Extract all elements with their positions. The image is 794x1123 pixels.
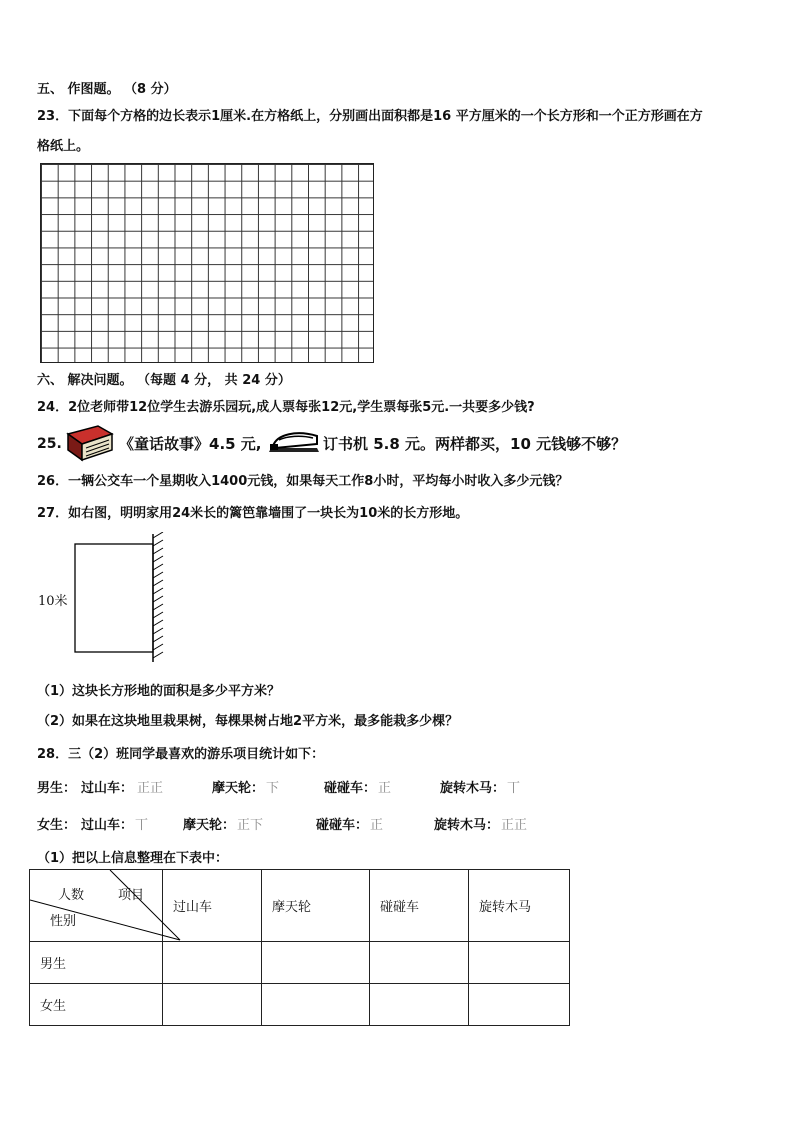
row-label-girls: 女生 xyxy=(30,984,163,1026)
q26-text: 26．一辆公交车一个星期收入1400元钱，如果每天工作8小时，平均每小时收入多少元钱？ xyxy=(37,474,569,489)
diagram-length-label: 10米 xyxy=(38,594,68,609)
girls-item-bumper-cars: 碰碰车： 正 xyxy=(316,818,384,833)
q25-number: 25. xyxy=(37,436,62,452)
corner-item-label: 项目 xyxy=(118,888,145,903)
header-carousel: 旋转木马 xyxy=(469,870,570,942)
q28-sub1: （1）把以上信息整理在下表中： xyxy=(37,851,229,866)
square-grid-paper[interactable] xyxy=(40,163,374,363)
corner-diagonal-lines xyxy=(30,870,182,942)
cell-girls-carousel[interactable] xyxy=(469,984,570,1026)
girls-item-roller-coaster: 过山车： 丅 xyxy=(81,818,149,833)
header-ferris-wheel: 摩天轮 xyxy=(262,870,370,942)
statistics-table xyxy=(29,869,570,1026)
q27-sub1: （1）这块长方形地的面积是多少平方米？ xyxy=(37,684,281,699)
cell-girls-roller-coaster[interactable] xyxy=(163,984,262,1026)
header-roller-coaster: 过山车 xyxy=(163,870,262,942)
cell-boys-roller-coaster[interactable] xyxy=(163,942,262,984)
q27-sub2: （2）如果在这块地里栽果树，每棵果树占地2平方米，最多能栽多少棵？ xyxy=(37,714,459,729)
cell-boys-ferris-wheel[interactable] xyxy=(262,942,370,984)
q23-text-line1: 23．下面每个方格的边长表示1厘米.在方格纸上，分别画出面积都是16 平方厘米的一个长方形和一个正方形画在方 xyxy=(37,109,703,124)
q24-text: 24．2位老师带12位学生去游乐园玩,成人票每张12元,学生票每张5元.一共要多少钱? xyxy=(37,400,535,415)
stapler-icon xyxy=(267,426,323,458)
header-bumper-cars: 碰碰车 xyxy=(370,870,469,942)
q25-stapler-text: 订书机 5.8 元。两样都买，10 元钱够不够？ xyxy=(323,435,627,453)
corner-gender-label: 性别 xyxy=(50,914,77,929)
cell-boys-carousel[interactable] xyxy=(469,942,570,984)
girls-label: 女生： xyxy=(37,818,77,833)
section-6-title: 六、 解决问题。 （每题 4 分， 共 24 分） xyxy=(37,373,291,388)
q28-text: 28．三（2）班同学最喜欢的游乐项目统计如下： xyxy=(37,747,325,762)
boys-item-roller-coaster: 过山车： 正正 xyxy=(81,781,164,796)
q25-book-text: 《童话故事》4.5 元, xyxy=(119,435,262,453)
cell-boys-bumper-cars[interactable] xyxy=(370,942,469,984)
boys-label: 男生： xyxy=(37,781,77,796)
boys-item-carousel: 旋转木马： 丅 xyxy=(440,781,521,796)
cell-girls-ferris-wheel[interactable] xyxy=(262,984,370,1026)
q23-text-line2: 格纸上。 xyxy=(37,139,90,154)
boys-item-bumper-cars: 碰碰车： 正 xyxy=(324,781,392,796)
book-icon xyxy=(64,424,116,466)
girls-item-ferris-wheel: 摩天轮： 正下 xyxy=(183,818,264,833)
cell-girls-bumper-cars[interactable] xyxy=(370,984,469,1026)
section-5-title: 五、 作图题。 （8 分） xyxy=(37,82,177,97)
q27-text: 27．如右图，明明家用24米长的篱笆靠墙围了一块长为10米的长方形地。 xyxy=(37,506,469,521)
table-corner-cell xyxy=(30,870,163,942)
girls-item-carousel: 旋转木马： 正正 xyxy=(434,818,528,833)
boys-item-ferris-wheel: 摩天轮： 下 xyxy=(212,781,280,796)
row-label-boys: 男生 xyxy=(30,942,163,984)
corner-count-label: 人数 xyxy=(58,888,85,903)
